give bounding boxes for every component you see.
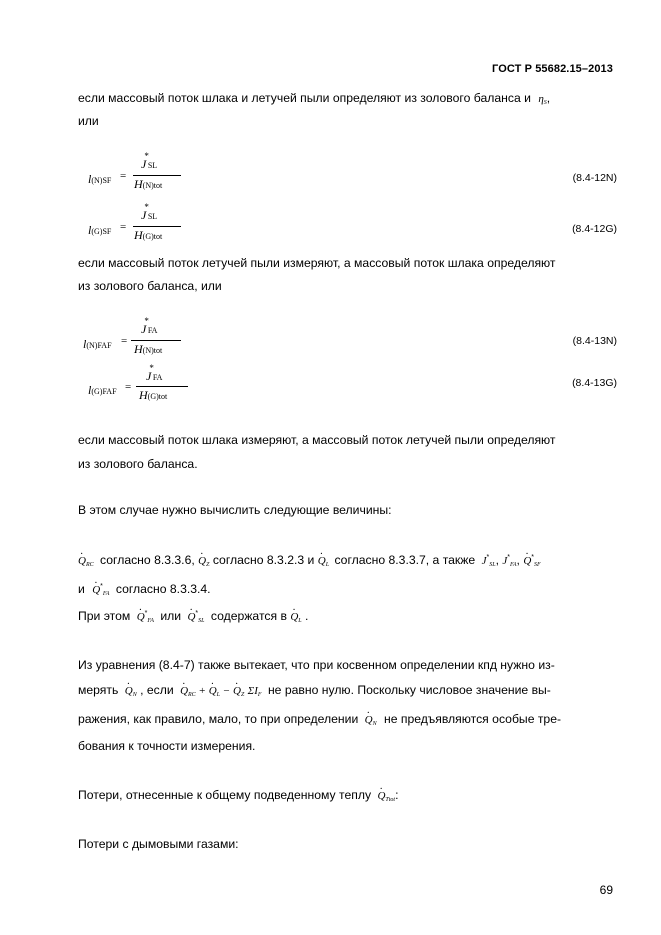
fraction-denominator: H(N)tot [134,177,163,191]
paragraph-5-line-2: $и \cdot Q^*_{FA}$ согласно 8.3.3.4. [78,579,211,602]
paragraph-1-line-2: или [78,114,99,128]
paragraph-2-line-1: если массовый поток летучей пыли измеряют, а массовый поток шлака определяют [78,256,556,270]
equation-number: (8.4-13N) [572,335,617,347]
fraction-denominator: H(G)tot [134,228,163,242]
equals-sign: = [120,170,127,182]
equation-8-4-12N [88,151,228,195]
paragraph-2-line-2: из золового баланса, или [78,279,222,293]
equation-lhs: l(N)SF [88,172,112,186]
equation-lhs: l(G)FAF [88,383,117,397]
fraction-line [136,386,188,387]
fraction-line [131,340,181,341]
paragraph-text: если массовый поток шлака и летучей пыли определяют из золового баланса и [78,91,531,105]
comma: , [546,91,551,105]
paragraph-5-line-1: · $Q_{RC}$ согласно 8.3.3.6, · $Q_Z$ согласно 8.3.2.3 $и \cdot Q_L$ согласно 8.3.3.7, а также $J^*_{SL}$, $J^*_{FA}$, · $Q^*_{SF}$ [78,550,541,573]
paragraph-6-line-4: бования к точности измерения. [78,739,256,753]
equation-lhs: l(G)SF [88,223,112,237]
paragraph-6-line-3: ражения, как правило, мало, то при определении · $Q_N$ не предъявляются особые тре- [78,712,561,732]
paragraph-5-line-3: При этом · $Q^*_{FA}$ или · $Q^*_{SL}$ содержатся $в \cdot Q_L$ . [78,606,308,629]
equation-number: (8.4-13G) [572,377,617,389]
document-header: ГОСТ Р 55682.15–2013 [492,63,613,75]
paragraph-8: Потери с дымовыми газами: [78,837,239,851]
page-number: 69 [599,883,613,897]
fraction-denominator: H(G)tot [139,388,168,402]
equals-sign: = [120,221,127,233]
paragraph-3-line-1: если массовый поток шлака измеряют, а массовый поток летучей пыли определяют [78,433,556,447]
equation-lhs: l(N)FAF [83,337,112,351]
fraction-line [133,226,181,227]
fraction-numerator: J*FA [141,316,158,336]
eta-subscript: S [543,100,547,106]
paragraph-6-line-2: мерять · $Q_N$ , если · $Q_{RC}$ + · $Q_L$ − · $Q_Z$ $\Sigma I_F$ не равно нулю. Поскольку числовое значение вы- [78,683,551,703]
equals-sign: = [121,335,128,347]
equation-number: (8.4-12G) [572,223,617,235]
paragraph-4: В этом случае нужно вычислить следующие величины: [78,503,392,517]
equals-sign: = [125,381,132,393]
fraction-line [133,175,181,176]
paragraph-3-line-2: из золового баланса. [78,457,198,471]
paragraph-7: Потери, отнесенные к общему подведенному теплу · $Q_{Ttot}$: [78,788,398,808]
paragraph-1-line-1 [78,91,550,111]
fraction-numerator: J*SL [141,151,158,171]
fraction-numerator: J*SL [141,202,158,222]
fraction-numerator: J*FA [146,363,163,383]
equation-8-4-13N [83,316,233,360]
paragraph-6-line-1: Из уравнения (8.4-7) также вытекает, что при косвенном определении кпд нужно из- [78,658,555,672]
equation-number: (8.4-12N) [572,172,617,184]
equation-8-4-13G [88,363,238,409]
fraction-denominator: H(N)tot [134,342,163,356]
eta-symbol: η [538,93,544,105]
equation-8-4-12G [88,202,228,246]
